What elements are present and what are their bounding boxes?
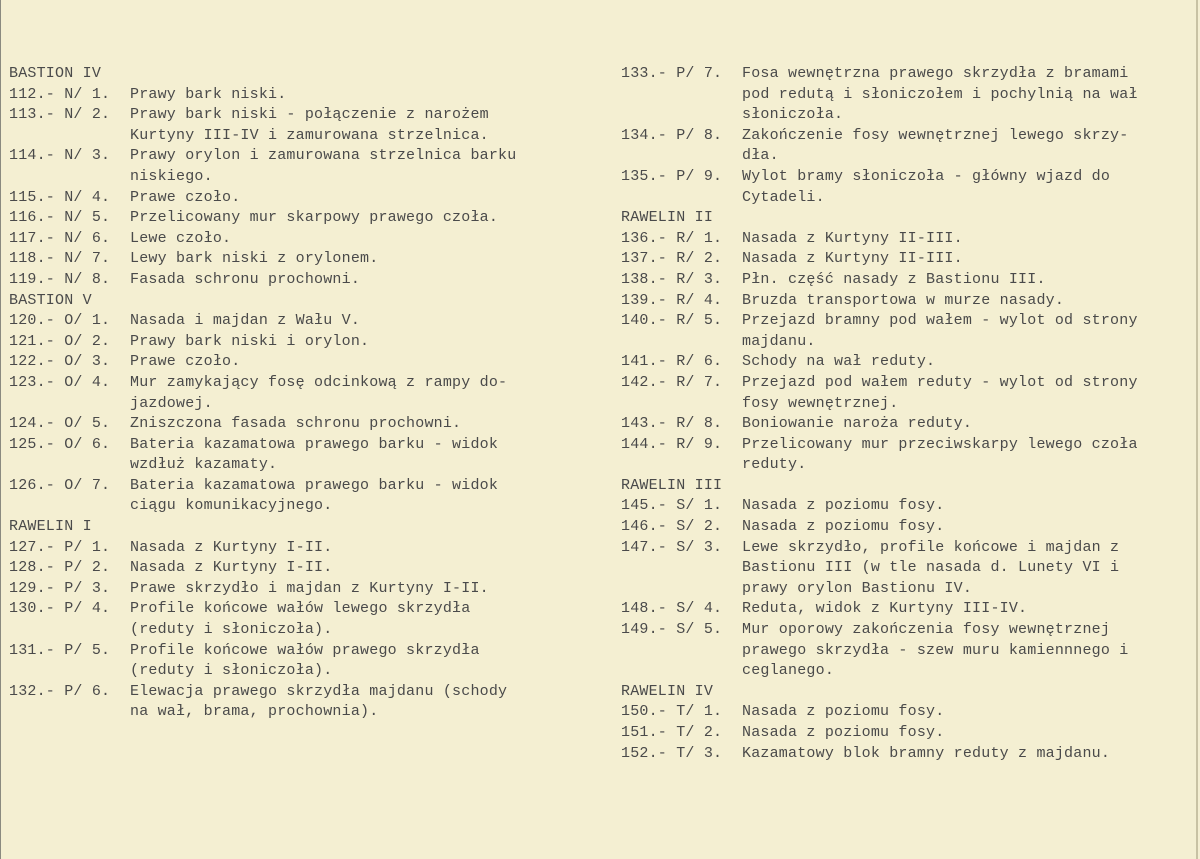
entry-description (742, 599, 1196, 620)
entry-number: 126.- O/ 7. (9, 476, 111, 494)
entry-description (130, 208, 599, 229)
catalog-entry (9, 229, 599, 250)
catalog-entry (621, 702, 1196, 723)
entry-number: 114.- N/ 3. (9, 147, 111, 165)
entry-description (130, 682, 599, 723)
description-line: Lewe skrzydło, profile końcowe i majdan z (742, 538, 1120, 556)
entry-description (130, 188, 599, 209)
entry-description (130, 249, 599, 270)
catalog-entry (9, 352, 599, 373)
entry-description (130, 414, 599, 435)
catalog-entry (621, 64, 1196, 126)
description-line: Nasada i majdan z Wału V. (130, 312, 361, 330)
catalog-entry (9, 249, 599, 270)
description-line: Bastionu III (w tle nasada d. Lunety VI i (742, 559, 1120, 577)
catalog-entry (9, 270, 599, 291)
description-line: prawy orylon Bastionu IV. (742, 579, 973, 597)
catalog-entry (621, 373, 1196, 414)
entry-number: 152.- T/ 3. (621, 744, 723, 762)
description-line: Zakończenie fosy wewnętrznej lewego skrzy- (742, 126, 1129, 144)
entry-number: 119.- N/ 8. (9, 270, 111, 288)
catalog-entry (621, 414, 1196, 435)
description-line: Nasada z poziomu fosy. (742, 518, 945, 536)
entry-number: 148.- S/ 4. (621, 600, 723, 618)
section-heading: BASTION IV (9, 65, 102, 82)
catalog-entry (621, 229, 1196, 250)
entry-number: 151.- T/ 2. (621, 724, 723, 741)
entry-description (130, 105, 599, 146)
description-line: Fosa wewnętrzna prawego skrzydła z bramami (742, 65, 1129, 82)
description-line: (reduty i słoniczoła). (130, 621, 333, 639)
description-line: Schody na wał reduty. (742, 353, 936, 371)
entry-description (742, 249, 1196, 270)
section-heading: RAWELIN IV (621, 682, 714, 700)
description-line: Lewe czoło. (130, 229, 232, 247)
catalog-entry (621, 126, 1196, 167)
description-line: Nasada z poziomu fosy. (742, 724, 945, 741)
entry-number: 150.- T/ 1. (621, 703, 723, 721)
entry-description (742, 517, 1196, 538)
entry-number: 122.- O/ 3. (9, 353, 111, 371)
description-line: na wał, brama, prochownia). (130, 703, 379, 721)
entry-description (742, 496, 1196, 517)
description-line: Zniszczona fasada schronu prochowni. (130, 415, 462, 433)
entry-number: 113.- N/ 2. (9, 106, 111, 124)
catalog-entry (621, 249, 1196, 270)
description-line: Przelicowany mur skarpowy prawego czoła. (130, 209, 499, 227)
entry-description (742, 414, 1196, 435)
description-line: Prawy bark niski i orylon. (130, 332, 370, 350)
catalog-entry (621, 744, 1196, 765)
entry-number: 146.- S/ 2. (621, 518, 723, 536)
entry-number: 116.- N/ 5. (9, 209, 111, 227)
description-line: ceglanego. (742, 662, 835, 680)
entry-number: 118.- N/ 7. (9, 250, 111, 268)
entry-description (130, 229, 599, 250)
section-heading: BASTION V (9, 291, 92, 309)
description-line: ciągu komunikacyjnego. (130, 497, 333, 515)
catalog-entry (621, 538, 1196, 600)
entry-number: 138.- R/ 3. (621, 270, 723, 288)
description-line: prawego skrzydła - szew muru kamiennnego i (742, 641, 1129, 659)
description-line: Płn. część nasady z Bastionu III. (742, 270, 1046, 288)
entry-description (130, 373, 599, 414)
entry-number: 120.- O/ 1. (9, 312, 111, 330)
catalog-entry (9, 599, 599, 640)
entry-description (742, 126, 1196, 167)
description-line: fosy wewnętrznej. (742, 394, 899, 412)
catalog-entry (9, 208, 599, 229)
entry-number: 142.- R/ 7. (621, 373, 723, 391)
entry-number: 135.- P/ 9. (621, 167, 723, 185)
entry-number: 144.- R/ 9. (621, 435, 723, 453)
description-line: Prawy bark niski. (130, 85, 287, 103)
catalog-entry (9, 435, 599, 476)
entry-description (742, 620, 1196, 682)
description-line: Nasada z Kurtyny II-III. (742, 250, 963, 268)
description-line: majdanu. (742, 332, 816, 350)
entry-description (130, 332, 599, 353)
entry-number: 145.- S/ 1. (621, 497, 723, 515)
section-heading: RAWELIN II (621, 209, 714, 227)
entry-description (130, 558, 599, 579)
left-column (9, 64, 599, 723)
description-line: Nasada z Kurtyny I-II. (130, 538, 333, 556)
description-line: Prawy orylon i zamurowana strzelnica barku (130, 147, 517, 165)
catalog-entry (621, 620, 1196, 682)
entry-description (130, 270, 599, 291)
section-heading: RAWELIN I (9, 518, 92, 536)
catalog-entry (621, 291, 1196, 312)
entry-description (742, 64, 1196, 126)
catalog-entry (9, 558, 599, 579)
catalog-entry (621, 167, 1196, 208)
entry-description (130, 146, 599, 187)
description-line: Nasada z poziomu fosy. (742, 497, 945, 515)
catalog-entry (621, 311, 1196, 352)
right-column (621, 64, 1196, 764)
catalog-entry (9, 146, 599, 187)
description-line: wzdłuż kazamaty. (130, 456, 278, 474)
page-edge (1196, 0, 1198, 859)
entry-number: 117.- N/ 6. (9, 229, 111, 247)
catalog-entry (9, 85, 599, 106)
description-line: Bateria kazamatowa prawego barku - widok (130, 435, 499, 453)
description-line: dła. (742, 147, 779, 165)
entry-number: 129.- P/ 3. (9, 579, 111, 597)
catalog-entry (621, 270, 1196, 291)
catalog-entry (9, 373, 599, 414)
catalog-entry (621, 517, 1196, 538)
description-line: Cytadeli. (742, 188, 825, 206)
entry-description (742, 744, 1196, 765)
catalog-entry (9, 476, 599, 517)
description-line: Mur zamykający fosę odcinkową z rampy do- (130, 373, 508, 391)
entry-description (742, 702, 1196, 723)
entry-description (130, 579, 599, 600)
catalog-entry (9, 188, 599, 209)
description-line: Prawe skrzydło i majdan z Kurtyny I-II. (130, 579, 489, 597)
entry-number: 141.- R/ 6. (621, 353, 723, 371)
entry-number: 121.- O/ 2. (9, 332, 111, 350)
description-line: (reduty i słoniczoła). (130, 662, 333, 680)
description-line: Lewy bark niski z orylonem. (130, 250, 379, 268)
description-line: Fasada schronu prochowni. (130, 270, 361, 288)
entry-description (130, 85, 599, 106)
entry-number: 130.- P/ 4. (9, 600, 111, 618)
description-line: Boniowanie naroża reduty. (742, 415, 973, 433)
catalog-entry (621, 496, 1196, 517)
description-line: Prawy bark niski - połączenie z narożem (130, 106, 489, 124)
catalog-entry (621, 352, 1196, 373)
catalog-entry (9, 311, 599, 332)
entry-number: 137.- R/ 2. (621, 250, 723, 268)
description-line: jazdowej. (130, 394, 213, 412)
entry-number: 140.- R/ 5. (621, 312, 723, 330)
description-line: pod redutą i słoniczołem i pochylnią na wał (742, 85, 1138, 103)
entry-description (742, 723, 1196, 744)
entry-number: 131.- P/ 5. (9, 641, 111, 659)
catalog-entry (9, 538, 599, 559)
entry-description (130, 311, 599, 332)
entry-number: 134.- P/ 8. (621, 126, 723, 144)
entry-number: 149.- S/ 5. (621, 621, 723, 639)
entry-number: 136.- R/ 1. (621, 229, 723, 247)
description-line: Profile końcowe wałów prawego skrzydła (130, 641, 480, 659)
entry-number: 133.- P/ 7. (621, 65, 723, 82)
description-line: Kazamatowy blok bramny reduty z majdanu. (742, 744, 1111, 762)
entry-number: 124.- O/ 5. (9, 415, 111, 433)
entry-number: 115.- N/ 4. (9, 188, 111, 206)
entry-number: 132.- P/ 6. (9, 682, 111, 700)
section-heading: RAWELIN III (621, 476, 723, 494)
entry-description (130, 538, 599, 559)
entry-number: 128.- P/ 2. (9, 559, 111, 577)
catalog-entry (9, 332, 599, 353)
entry-description (742, 373, 1196, 414)
catalog-entry (9, 414, 599, 435)
entry-number: 143.- R/ 8. (621, 415, 723, 433)
entry-description (130, 599, 599, 640)
entry-number: 123.- O/ 4. (9, 373, 111, 391)
catalog-entry (9, 579, 599, 600)
entry-number: 139.- R/ 4. (621, 291, 723, 309)
description-line: Prawe czoło. (130, 188, 241, 206)
entry-description (742, 538, 1196, 600)
entry-description (742, 311, 1196, 352)
entry-number: 127.- P/ 1. (9, 538, 111, 556)
entry-description (130, 352, 599, 373)
description-line: Bateria kazamatowa prawego barku - widok (130, 476, 499, 494)
catalog-entry (621, 723, 1196, 744)
entry-description (742, 291, 1196, 312)
description-line: Przejazd pod wałem reduty - wylot od strony (742, 373, 1138, 391)
description-line: Reduta, widok z Kurtyny III-IV. (742, 600, 1028, 618)
description-line: Elewacja prawego skrzydła majdanu (schody (130, 682, 508, 700)
description-line: Mur oporowy zakończenia fosy wewnętrznej (742, 621, 1111, 639)
description-line: Wylot bramy słoniczoła - główny wjazd do (742, 167, 1111, 185)
description-line: słoniczoła. (742, 106, 844, 124)
catalog-entry (9, 641, 599, 682)
description-line: Nasada z poziomu fosy. (742, 703, 945, 721)
entry-description (742, 270, 1196, 291)
entry-description (742, 229, 1196, 250)
description-line: Nasada z Kurtyny I-II. (130, 559, 333, 577)
description-line: Nasada z Kurtyny II-III. (742, 229, 963, 247)
entry-number: 112.- N/ 1. (9, 85, 111, 103)
entry-description (130, 435, 599, 476)
catalog-entry (9, 105, 599, 146)
description-line: Przelicowany mur przeciwskarpy lewego czoła (742, 435, 1138, 453)
description-line: niskiego. (130, 167, 213, 185)
entry-number: 147.- S/ 3. (621, 538, 723, 556)
description-line: Bruzda transportowa w murze nasady. (742, 291, 1065, 309)
entry-description (130, 476, 599, 517)
entry-description (130, 641, 599, 682)
description-line: Kurtyny III-IV i zamurowana strzelnica. (130, 126, 489, 144)
catalog-entry (621, 435, 1196, 476)
entry-number: 125.- O/ 6. (9, 435, 111, 453)
entry-description (742, 435, 1196, 476)
catalog-entry (621, 599, 1196, 620)
description-line: reduty. (742, 456, 807, 474)
entry-description (742, 167, 1196, 208)
description-line: Profile końcowe wałów lewego skrzydła (130, 600, 471, 618)
description-line: Przejazd bramny pod wałem - wylot od strony (742, 312, 1138, 330)
description-line: Prawe czoło. (130, 353, 241, 371)
entry-description (742, 352, 1196, 373)
catalog-entry (9, 682, 599, 723)
